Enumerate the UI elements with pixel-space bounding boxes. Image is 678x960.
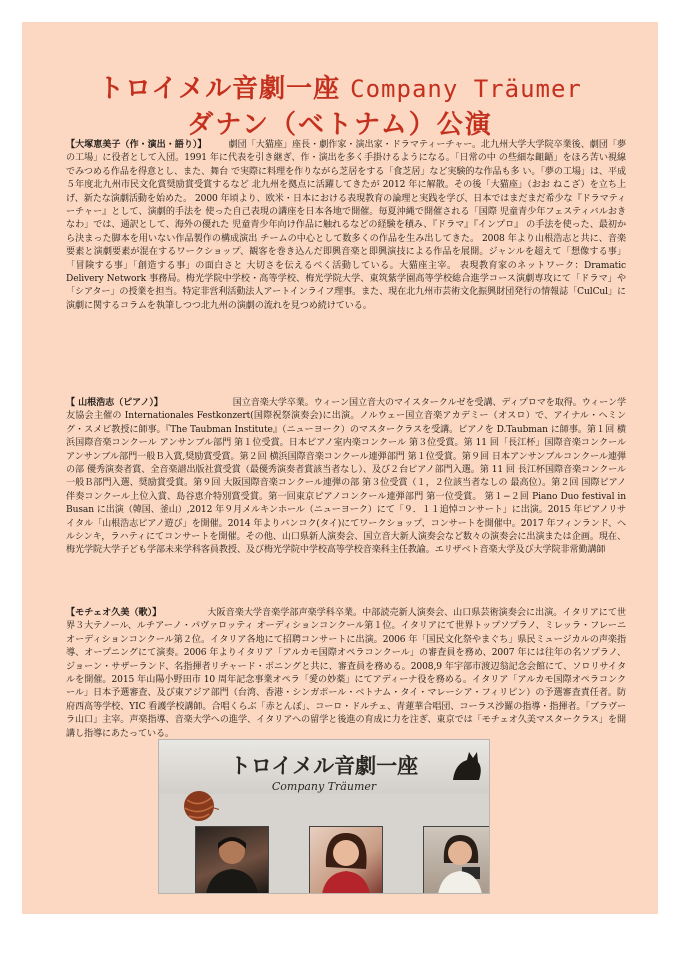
profile-yamane (66, 396, 626, 558)
page-subtitle: ダナン（ベトナム）公演 (187, 110, 493, 140)
portrait-photo-yamane (195, 826, 269, 894)
portrait-photo-mocheo (309, 826, 383, 894)
poster-subtitle: Company Träumer (271, 780, 377, 793)
profile-otsuka (66, 138, 626, 313)
title-english: Company Träumer (350, 75, 582, 103)
title-japanese: トロイメル音劇一座 (98, 74, 341, 104)
profile-body: 国立音楽大学卒業。ウィーン国立音大のマイスタークルゼを受講、ディプロマを取得。ウィーン学友協会主催の Internationales Festkonzert(国際祝祭演奏会)に出演。ノルウェー国立音楽アカデミー（オスロ）で、アイナル・ヘミング・スメビ教授に師事。『The Taubman Institute』（ニューヨーク）のマスタークラスを受講。ピアノを D.Taubman に師事。第１回 横浜国際音楽コンクール アンサンブル部門 第１位受賞。日本ピアノ室内楽コンクール 第３位受賞。第 11 回「長江杯」国際音楽コンクールアンサンブル部門一般Ｂ入賞,奨励賞受賞。第２回 横浜国際音楽コンクール連弾部門 第１位受賞。第９回 日本アンサンブルコンクール連弾の部 優秀演奏者賞、全音楽譜出版社賞受賞（最優秀演奏者賞該当者なし）、及び２台ピアノ部門入選。第 11 回 長江杯国際音楽コンクール一般Ｂ部門入選、奨励賞受賞。第９回 大阪国際音楽コンクール連弾の部 第３位受賞（１，２位該当者なしの 最高位）。第２回 国際ピアノ伴奏コンクール上位入賞、島谷恵介特別賞受賞。第一回東京ピアノコンクール連弾部門 第一位受賞。 第１−２回 Piano Duo festival in Busan に出演（韓国、釜山）,2012 年９月メルキンホール（ニューヨーク）にて「９．１１追悼コンサート」に出演。2015 年ピアノリサイタル「山根浩志ピアノ遊び」を開催。2014 年よりバンコク(タイ)にてワークショップ、コンサートを開催中。2017 年フィンランド、ヘルシンキ，ラハティにてコンサートを開催。その他、山口県新人演奏会、国立音大新人演奏会など数々の演奏会に出演または企画。現在、梅光学院大学子ども学部未来学科客員教授、及び梅光学院中学校高等学校音楽科主任教諭。エリザベト音楽大学及び大学院非常勤講師 (66, 398, 626, 556)
profile-mocheo (66, 606, 626, 741)
profile-body: 大阪音楽大学音楽学部声楽学科卒業。中部読売新人演奏会、山口県芸術演奏会に出演。イタリアにて世界３大テノール、ルチアーノ・パヴァロッティ オーディションコンクール第１位。イタリアにて世界トップソプラノ、ミレッラ・フレーニ オーディションコンクール第２位。イタリア各地にて招聘コンサートに出演。2006 年「国民文化祭やまぐち」県民ミュージカルの声楽指導、オープニングにて演奏。2006 年よりイタリア「アルカモ国際オペラコンクール」の審査員を務め、2007 年には往年の名ソプラノ、ジョーン・サザーランド、名指揮者リチャード・ボニングと共に、審査員を務める。2008,9 年宇部市渡辺翁記念会館にて、ソロリサイタルを開催。2015 年山陽小野田市 10 周年記念事業オペラ「愛の妙薬」にてアディーナ役を務める。イタリア「アルカモ国際オペラコンクール」日本予選審査、及び東アジア部門（台湾、香港・シンガポール・ベトナム・タイ・マレーシア・フィリピン）の予選審査責任者。防府西高等学校、YIC 看護学校講師。合唱くらぶ「赤とんぼ」、コーロ・ドルチェ、青蓮華合唱団、コーラス沙羅の指導・指揮者。「ブラヴーラ山口」主宰。声楽指導、音楽大学への進学、イタリアへの留学と後進の育成に力を注ぎ、東京では「モチェオ久美マスタークラス」を開講し指導にあたっている。 (66, 608, 627, 739)
cat-silhouette-icon (449, 746, 485, 782)
company-poster-image (158, 739, 490, 894)
profile-heading: 【大塚恵美子（作・演出・語り）】 (66, 139, 207, 150)
yarn-ball-icon (179, 786, 219, 826)
profile-heading: 【モチェオ久美（歌）】 (66, 607, 162, 618)
page-title (22, 68, 658, 105)
portrait-figure-icon (310, 827, 382, 894)
portrait-figure-icon (424, 827, 490, 894)
profile-body: 劇団「大猫座」座長・劇作家・演出家・ドラマティーチャー。北九州大学大学院卒業後、劇団「夢の工場」に役者として入団。1991 年に代表を引き継ぎ、作・演出を多く手掛けるようになる。「日常の中 の些細な齟齬」をほろ苦い視線でみつめる作品を得意とし、また、舞台 で実際に料理を作りながら芝居をする「食芝居」など実験的な作品も多 い。「夢の工場」は、平成５年度北九州市民文化賞奨励賞受賞するなど 北九州を拠点に活躍してきたが 2012 年に解散。その後「大猫座」（おお ねこざ）を立ち上げ、新たな演劇活動を始めた。 2000 年頃より、欧米・日本における表現教育の論理と実践を学び、日本ではまだまだ希少な『ドラマティーチャー』として、演劇的手法を 使った自己表現の講座を日本各地で開催。毎夏沖縄で開催される「国際 児童青少年フェスティバルおきなわ」では、通訳として、海外の優れた 児童青少年向け作品に触れるなどの経験を積み、『ドラマ』『インプロ』 の手法を使った、最初から決まった脚本を用いない作品製作の構成演出 チームの中心として数多くの作品を生み出してきた。 2008 年より山根浩志と共に、音楽要素と演劇要素が混在するワークショップ、観客を巻き込んだ即興音楽と即興演技による作品を展開。ジャンルを超えて「想像する事」「冒険する事」「創造する事」の面白さと 大切さを伝えるべく活動している。大猫座主宰。 表現教育家のネットワーク：Dramatic Delivery Network 事務局。梅光学院中学校・高等学校、梅光学院大学、東筑紫学園高等学校総合進学コース演劇専攻にて「ドラマ」や「シアター」の授業を担当。特定非営利活動法人アートインライフ理事。また、現在北九州市芸術文化振興財団発行の情報誌「CulCul」に演劇に関するコラムを執筆しつつ北九州の演劇の流れを見つめ続けている。 (66, 140, 626, 311)
poster-title: トロイメル音劇一座 (229, 754, 419, 778)
profile-heading: 【 山根浩志（ピアノ）】 (66, 397, 163, 408)
portrait-photo-otsuka (423, 826, 490, 894)
portrait-figure-icon (196, 827, 268, 894)
